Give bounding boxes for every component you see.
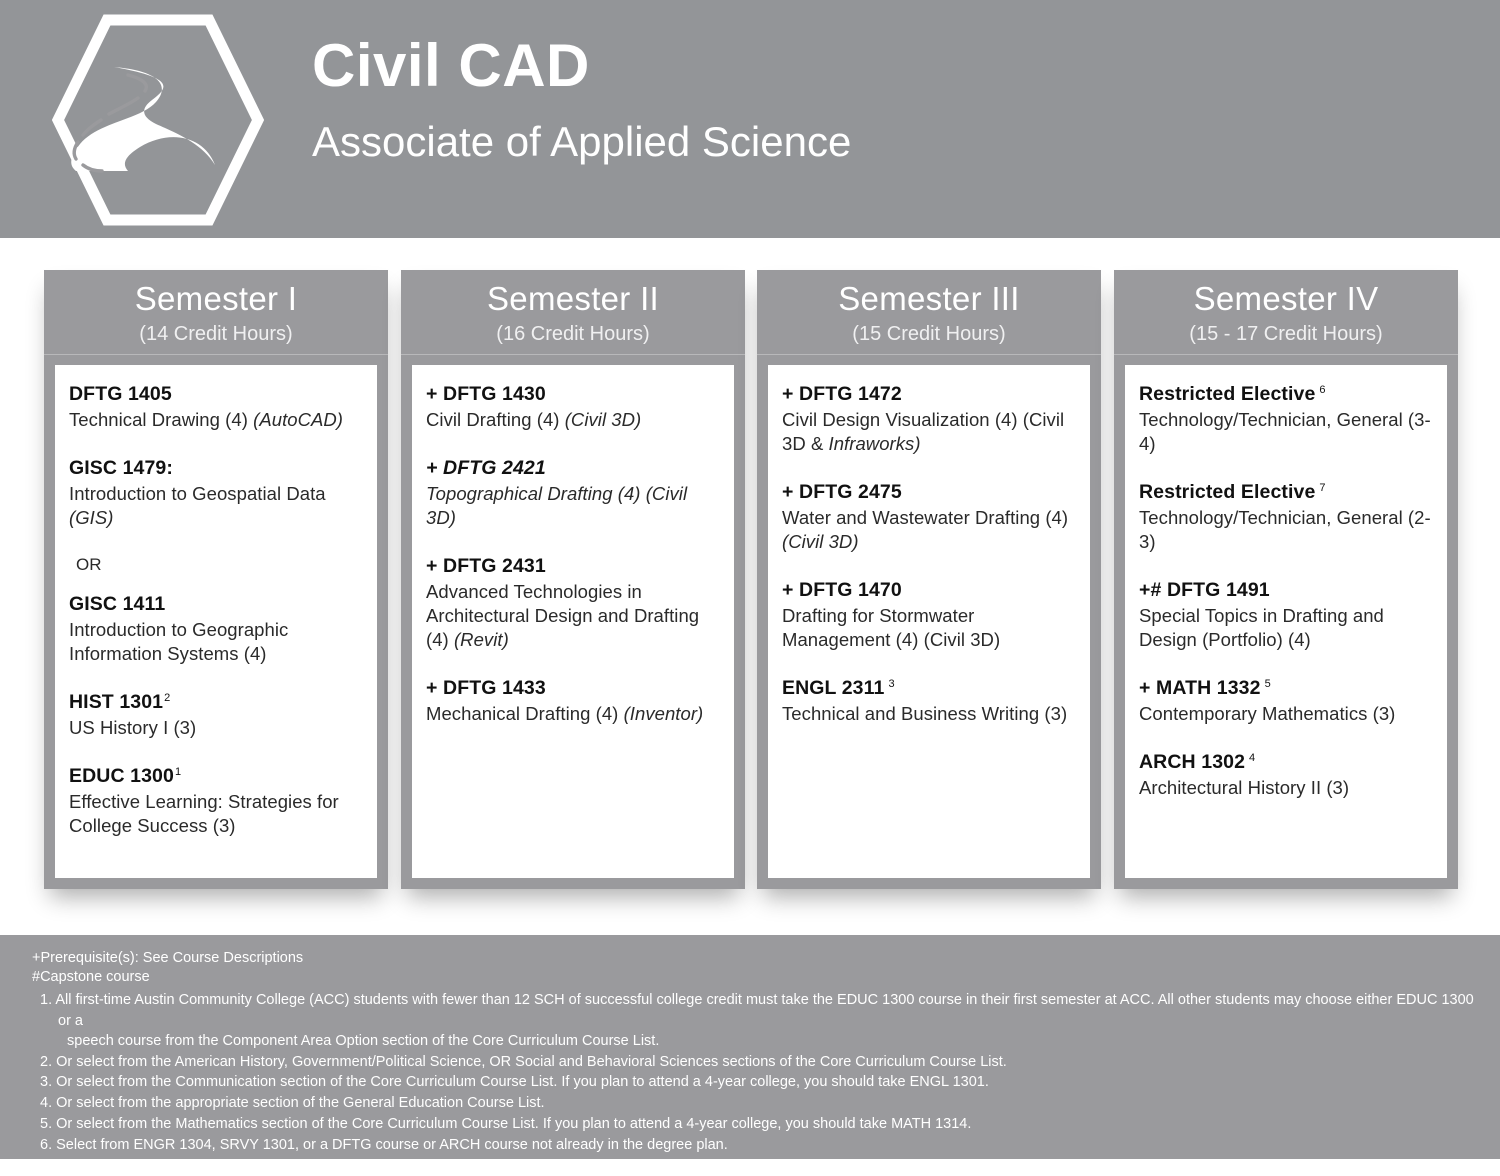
course-title: Civil Design Visualization (4) (Civil 3D & Infraworks) [782, 409, 1065, 455]
course-title: Introduction to Geospatial Data (GIS) [69, 483, 326, 529]
footnote-number: 7. [40, 1157, 53, 1174]
course-code: + DFTG 1430 [426, 383, 546, 405]
course-item [1139, 579, 1433, 652]
course-code: EDUC 1300$^1$ [69, 765, 182, 788]
course-item [426, 555, 720, 652]
course-title: Civil Drafting (4) (Civil 3D) [426, 409, 642, 430]
course-item [69, 765, 363, 838]
semester-header-4 [1114, 270, 1458, 355]
course-title: Special Topics in Drafting and Design (Portfolio) (4) [1139, 605, 1384, 651]
course-code: + DFTG 1433 [426, 677, 546, 700]
semester-card-2 [401, 270, 745, 889]
footnote-text: Select from ENGR 1201, ENGR 1304, SRVY 1301, or an ARCH course not already in the degree plan. [56, 1157, 715, 1174]
footnote-ref: 1 [174, 765, 182, 778]
footnote-number: 1. [40, 992, 53, 1009]
course-title: Technology/Technician, General (2-3) [1139, 507, 1431, 553]
course-title: Topographical Drafting (4) (Civil 3D) [426, 483, 688, 529]
course-item [782, 481, 1076, 554]
semester-hours-2: (16 Credit Hours) [496, 323, 650, 345]
course-code: GISC 1411 [69, 593, 166, 616]
semester-header-1 [44, 270, 388, 355]
course-item [782, 383, 1076, 456]
semester-header-2 [401, 270, 745, 355]
course-item [1139, 481, 1433, 554]
footnote-ref: 3 [888, 677, 895, 690]
course-title: Contemporary Mathematics (3) [1139, 703, 1396, 725]
semester-title-3: Semester III [838, 280, 1020, 317]
course-code: + MATH 1332 $^5$ [1139, 677, 1271, 700]
course-code: DFTG 1405 [69, 383, 172, 405]
semester-courses-3 [768, 365, 1090, 878]
course-item [69, 593, 363, 666]
semester-header-3 [757, 270, 1101, 355]
course-item [782, 677, 1076, 726]
footnote-number: 2. [40, 1053, 53, 1070]
semester-columns [0, 270, 1500, 890]
page-header [0, 0, 1500, 238]
capstone-key: #Capstone course [32, 969, 150, 986]
footnote-ref: 4 [1249, 751, 1256, 764]
course-item [426, 457, 720, 530]
footnote-ref: 7 [1319, 481, 1326, 494]
footnote-item [32, 1135, 1476, 1155]
semester-card-4 [1114, 270, 1458, 889]
semester-title-1: Semester I [134, 280, 298, 317]
course-code: + DFTG 1470 [782, 579, 902, 602]
footnote-ref: 5 [1264, 677, 1271, 690]
footnote-item [32, 1072, 1476, 1092]
course-code: GISC 1479: [69, 457, 173, 480]
course-item [69, 383, 363, 432]
footnote-text: All first-time Austin Community College (ACC) students with fewer than 12 SCH of successful college credit must take the EDUC 1300 course in their first semester at ACC. All other students may choose either EDUC 1300 or a [55, 992, 1474, 1029]
footnote-item [32, 990, 1476, 1051]
course-code: ARCH 1302 $^4$ [1139, 751, 1256, 774]
course-title: Water and Wastewater Drafting (4) (Civil 3D) [782, 507, 1069, 553]
footnote-list [32, 990, 1476, 1176]
semester-card-1 [44, 270, 388, 889]
course-title: Mechanical Drafting (4) (Inventor) [426, 703, 704, 725]
page-title: Civil CAD [312, 32, 590, 99]
semester-title-4: Semester IV [1193, 280, 1379, 317]
course-title: Effective Learning: Strategies for College Success (3) [69, 791, 339, 837]
semester-hours-4: (15 - 17 Credit Hours) [1189, 323, 1383, 345]
semester-courses-2 [412, 365, 734, 878]
course-item [426, 383, 720, 432]
course-code: + DFTG 2421 [426, 457, 546, 480]
course-item [782, 579, 1076, 652]
footnote-text: Or select from the appropriate section of the General Education Course List. [56, 1095, 545, 1112]
course-item [1139, 677, 1433, 726]
course-code: HIST 1301$^2$ [69, 691, 171, 714]
or-separator: OR [76, 555, 102, 575]
course-title: Introduction to Geographic Information Systems (4) [69, 619, 289, 665]
course-title: US History I (3) [69, 717, 197, 739]
course-title: Advanced Technologies in Architectural Design and Drafting (4) (Revit) [426, 581, 700, 651]
footnote-text: Or select from the American History, Government/Political Science, OR Social and Behavioral Sciences sections of the Core Curriculum Course List. [56, 1053, 1007, 1070]
course-title: Technical Drawing (4) (AutoCAD) [69, 409, 344, 430]
footnote-text: Or select from the Communication section of the Core Curriculum Course List. If you plan to attend a 4-year college, you should take ENGL 1301. [56, 1074, 989, 1091]
semester-hours-3: (15 Credit Hours) [852, 323, 1006, 345]
footnote-number: 3. [40, 1074, 53, 1091]
title-block [312, 34, 851, 165]
course-code: Restricted Elective $^7$ [1139, 481, 1326, 504]
footnote-item [32, 1093, 1476, 1113]
footnote-continuation: speech course from the Component Area Option section of the Core Curriculum Course List. [67, 1032, 660, 1049]
course-title: Technical and Business Writing (3) [782, 703, 1068, 725]
course-item [1139, 383, 1433, 456]
footnote-ref: 6 [1319, 383, 1326, 396]
course-code: Restricted Elective $^6$ [1139, 383, 1326, 405]
course-title: Architectural History II (3) [1139, 777, 1350, 799]
course-title: Technology/Technician, General (3-4) [1139, 409, 1431, 455]
semester-card-3 [757, 270, 1101, 889]
course-code: ENGL 2311 $^3$ [782, 677, 895, 700]
course-code: + DFTG 2475 [782, 481, 902, 504]
footnote-number: 5. [40, 1116, 53, 1133]
course-code: + DFTG 2431 [426, 555, 546, 578]
footnote-item [32, 1052, 1476, 1072]
semester-title-2: Semester II [486, 280, 660, 317]
footnote-number: 6. [40, 1136, 53, 1153]
course-item [69, 691, 363, 740]
prerequisite-key: +Prerequisite(s): See Course Descriptions [32, 950, 304, 966]
course-code: + DFTG 1472 [782, 383, 902, 405]
course-item [426, 677, 720, 726]
page-subtitle: Associate of Applied Science [312, 118, 852, 165]
course-title: Drafting for Stormwater Management (4) (Civil 3D) [782, 605, 1001, 651]
semester-courses-1 [55, 365, 377, 878]
footnote-ref: 2 [164, 691, 171, 704]
semester-courses-4 [1125, 365, 1447, 878]
footnote-text: Select from ENGR 1304, SRVY 1301, or a DFTG course or ARCH course not already in the degree plan. [56, 1136, 728, 1153]
course-code: +# DFTG 1491 [1139, 579, 1270, 602]
footnote-item [32, 1114, 1476, 1134]
footnotes-section [0, 935, 1500, 1174]
course-item [69, 457, 363, 530]
course-item [1139, 751, 1433, 800]
winding-road-hexagon-logo [52, 14, 264, 226]
semester-hours-1: (14 Credit Hours) [139, 323, 293, 345]
footnote-text: Or select from the Mathematics section of the Core Curriculum Course List. If you plan to attend a 4-year college, you should take MATH 1314. [56, 1116, 972, 1133]
footnote-number: 4. [40, 1095, 53, 1112]
